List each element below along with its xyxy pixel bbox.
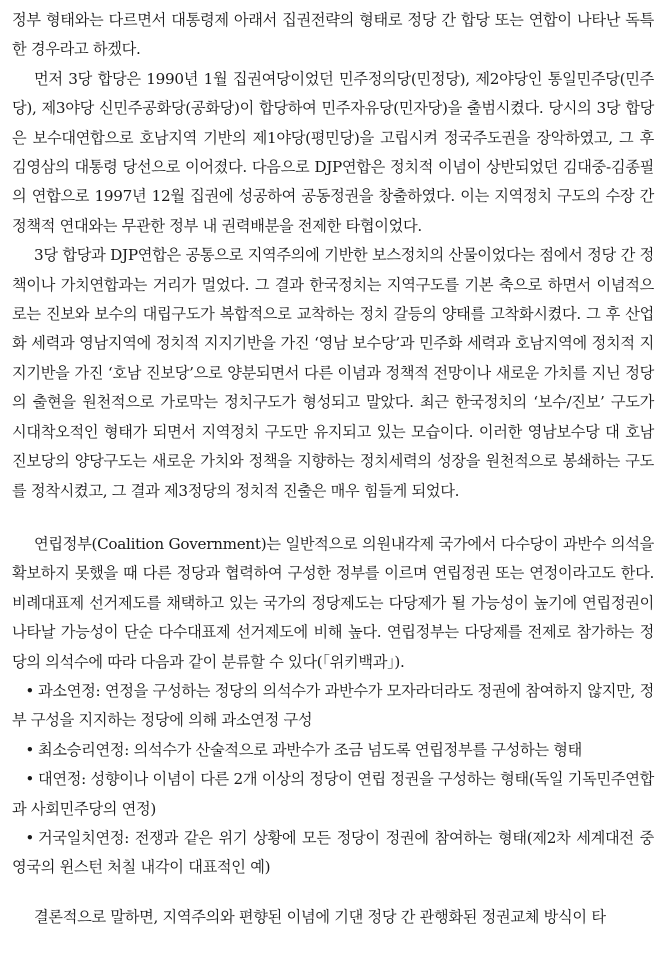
bullet-dot-icon: • (25, 828, 34, 847)
list-item-text: 과소연정: 연정을 구성하는 정당의 의석수가 과반수가 모자라더라도 정권에 참여하지 않지만, 정부 구성을 지지하는 정당에 의해 과소연정 구성 (12, 681, 654, 730)
paragraph-intro-continuation: 정부 형태와는 다르면서 대통령제 아래서 집권전략의 형태로 정당 간 합당 또는 연합이 나타난 독특한 경우라고 하겠다. (12, 11, 654, 59)
list-item (12, 824, 654, 883)
document-page (12, 6, 654, 932)
section-gap (12, 506, 654, 530)
bullet-dot-icon: • (25, 681, 34, 700)
paragraph-coalition-government: 연립정부(Coalition Government)는 일반적으로 의원내각제 국가에서 다수당이 과반수 의석을 확보하지 못했을 때 다른 정당과 협력하여 구성한 정부를 이르며 연립정권 또는 연정이라고도 한다. 비례대표제 선거제도를 채택하고 있는 국가의 정당제도는 다당제가 될 가능성이 높기에 연립정권이 나타날 가능성이 단순 다수대표제 선거제도에 비해 높다. 연립정부는 다당제를 전제로 참가하는 정당의 의석수에 따라 다음과 같이 분류할 수 있다(「위키백과」). (12, 534, 654, 671)
paragraph-regional-politics: 3당 합당과 DJP연합은 공통으로 지역주의에 기반한 보스정치의 산물이었다는 점에서 정당 간 정책이나 가치연합과는 거리가 멀었다. 그 결과 한국정치는 지역구도를 기본 축으로 하면서 이념적으로는 진보와 보수의 대립구도가 복합적으로 교착하는 정치 갈등의 양태를 고착화시켰다. 그 후 산업화 세력과 영남지역에 정치적 지지기반을 가진 ‘영남 보수당’과 민주화 세력과 호남지역에 정치적 지지기반을 가진 ‘호남 진보당’으로 양분되면서 다른 이념과 정책적 전망이나 새로운 가치를 지닌 정당의 출현을 원천적으로 가로막는 정치구도가 형성되고 말았다. 최근 한국정치의 ‘보수/진보’ 구도가 시대착오적인 형태가 되면서 지역정치 구도만 유지되고 있는 모습이다. 이러한 영남보수당 대 호남진보당의 양당구도는 새로운 가치와 정책을 지향하는 정치세력의 성장을 원천적으로 봉쇄하는 구도를 정착시켰고, 그 결과 제3정당의 정치적 진출은 매우 힘들게 되었다. (12, 246, 654, 500)
paragraph-conclusion: 결론적으로 말하면, 지역주의와 편향된 이념에 기댄 정당 간 관행화된 정권교체 방식이 타 (34, 907, 606, 926)
bullet-dot-icon: • (25, 770, 34, 789)
list-item (12, 736, 654, 765)
list-item-text: 최소승리연정: 의석수가 산술적으로 과반수가 조금 넘도록 연립정부를 구성하는 형태 (38, 740, 583, 759)
list-item (12, 765, 654, 824)
list-item-text: 거국일치연정: 전쟁과 같은 위기 상황에 모든 정당이 정권에 참여하는 형태(제2차 세계대전 중 영국의 윈스턴 처칠 내각이 대표적인 예) (12, 828, 654, 877)
section-gap (12, 883, 654, 903)
list-item-text: 대연정: 성향이나 이념이 다른 2개 이상의 정당이 연립 정권을 구성하는 형태(독일 기독민주연합과 사회민주당의 연정) (12, 770, 654, 818)
coalition-type-list (12, 677, 654, 883)
bullet-dot-icon: • (25, 740, 34, 759)
list-item (12, 677, 654, 736)
paragraph-three-party-merger: 먼저 3당 합당은 1990년 1월 집권여당이었던 민주정의당(민정당), 제2야당인 통일민주당(민주당), 제3야당 신민주공화당(공화당)이 합당하여 민주자유당(민자당)을 출범시켰다. 당시의 3당 합당은 보수대연합으로 호남지역 기반의 제1야당(평민당)을 고립시켜 정국주도권을 장악하였고, 그 후 김영삼의 대통령 당선으로 이어졌다. 다음으로 DJP연합은 정치적 이념이 상반되었던 김대중-김종필의 연합으로 1997년 12월 집권에 성공하여 공동정권을 창출하였다. 이는 지역정치 구도의 수장 간 정책적 연대와는 무관한 정부 내 권력배분을 전제한 타협이었다. (12, 69, 654, 235)
